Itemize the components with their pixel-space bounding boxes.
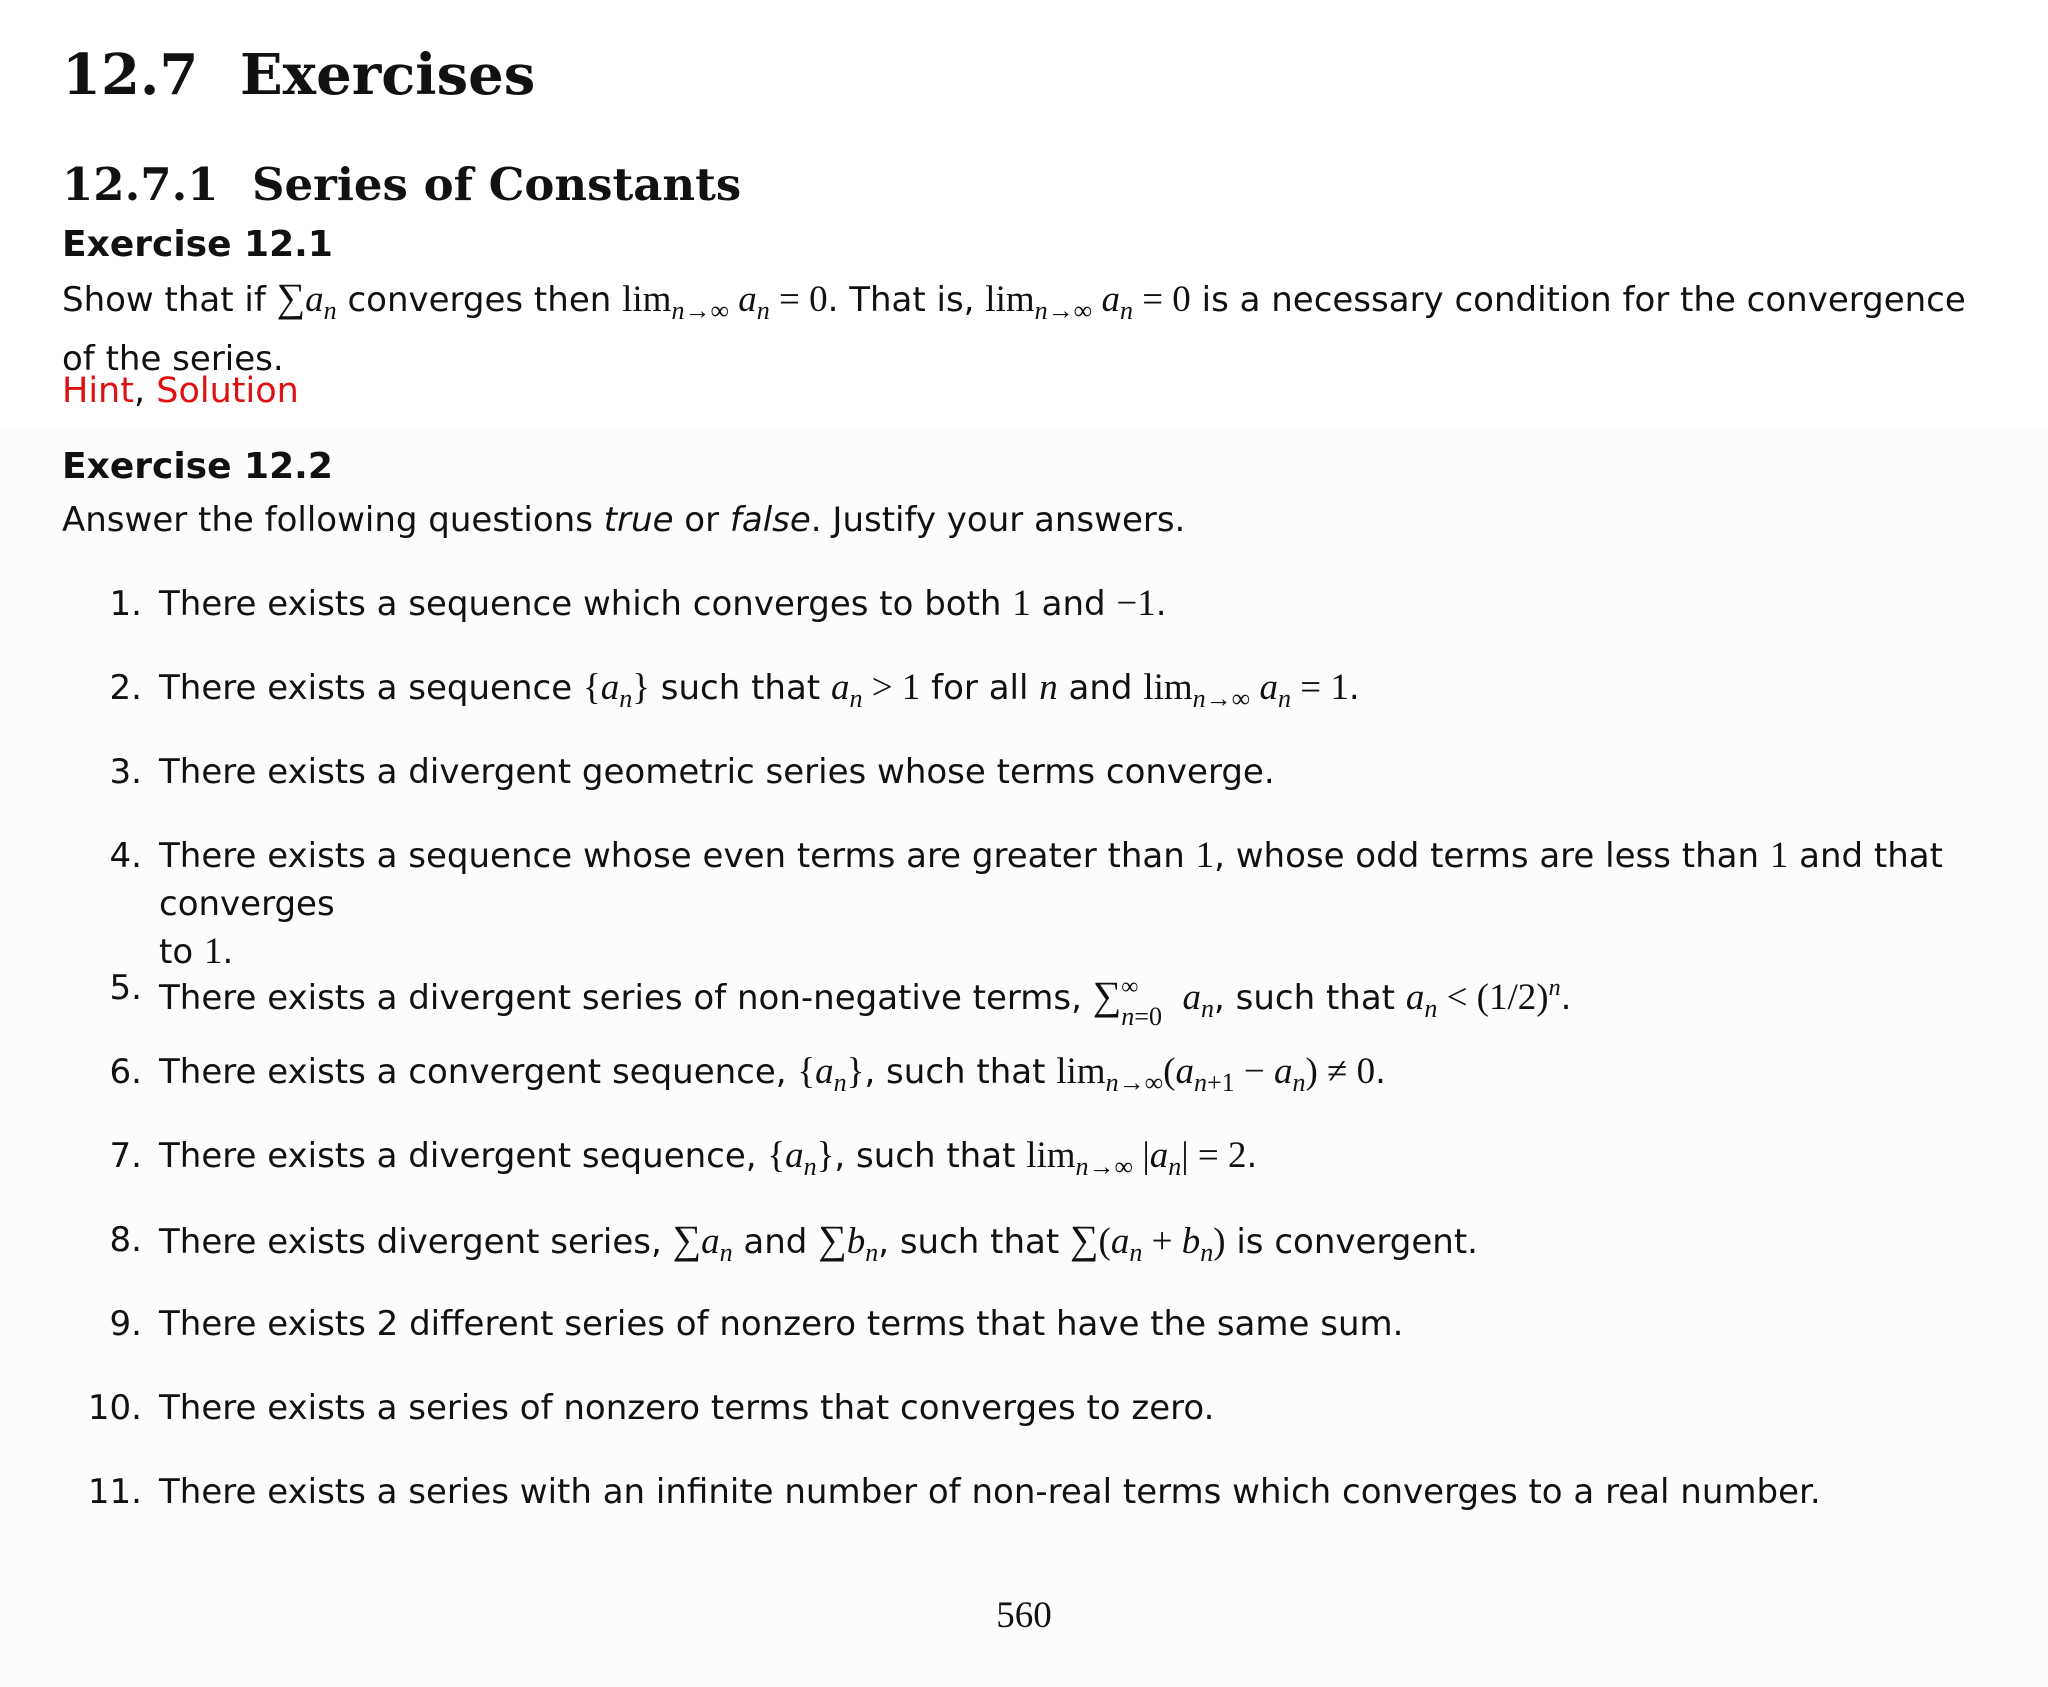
exercise-12-2-intro: Answer the following questions true or false. Justify your answers.: [62, 500, 1186, 540]
section-title: Exercises: [240, 42, 536, 108]
section-heading: [62, 42, 535, 108]
subsection-heading: [62, 158, 741, 211]
exercise-12-1-links: Hint, Solution: [62, 371, 299, 411]
subsection-title: Series of Constants: [252, 158, 742, 211]
subsection-number: 12.7.1: [62, 158, 219, 211]
solution-link[interactable]: Solution: [156, 371, 299, 411]
section-number: 12.7: [62, 42, 199, 108]
hint-link[interactable]: Hint: [62, 371, 134, 411]
exercise-12-1-text: Show that if $\sum a_n$ converges then $\lim_{n\to\infty} a_n = 0$. That is, $\lim_{n\to\infty} a_n = 0$ is a necessary condition for the convergence of the series.: [62, 275, 1966, 379]
document-page: 12.7 Exercises 12.7.1 Series of Constants Exercise 12.1 Show that if $\sum a_n$ converges then $\lim_{n\to\infty} a_n = 0$. That is, $\lim_{n\to\infty} a_n = 0$ is a necessary condition for the convergence of the series. Hint, Solution Exercise 12.2 Answer the following questions true or false. Justify your answers. 1. There exists a sequence which converges to both 1 and −1. 2. There exists a sequence $\{a_n\}$ such that $a_n > 1$ for all n and $\lim_{n\to\infty} a_n = 1$. 3. There exists a divergent geometric series whose terms converge. 4. There exists a sequence whose even terms are greater than 1, whose odd terms are less than 1 and that converges to 1. 5. There exists a divergent series of non-negative terms, ∑ ∞ n=0 $a_n$, such that $a_n < (1/2)^n$. 6. There exists a convergent sequence, $\{a_n\}$, such that $\lim_{n\to\infty}(a_{n+1} - a_n) \ne 0$. 7. There exists a divergent sequence, $\{a_n\}$, such that $\lim_{n\to\infty} |a_n| = 2$. 8. There exists divergent series, $\sum a_n$ and $\sum b_n$, such that $\sum(a_n + b_n)$ is convergent. 9. There exists 2 different series of nonzero terms that have the same sum. 10. There exists a series of nonzero terms that converges to zero. 11. There exists a series with an infinite number of non-real terms which converges to a real number. 560: [0, 0, 2048, 1687]
page-number: 560: [996, 1595, 1052, 1636]
exercise-12-1-title: Exercise 12.1: [62, 224, 333, 265]
exercise-12-2-title: Exercise 12.2: [62, 446, 333, 487]
